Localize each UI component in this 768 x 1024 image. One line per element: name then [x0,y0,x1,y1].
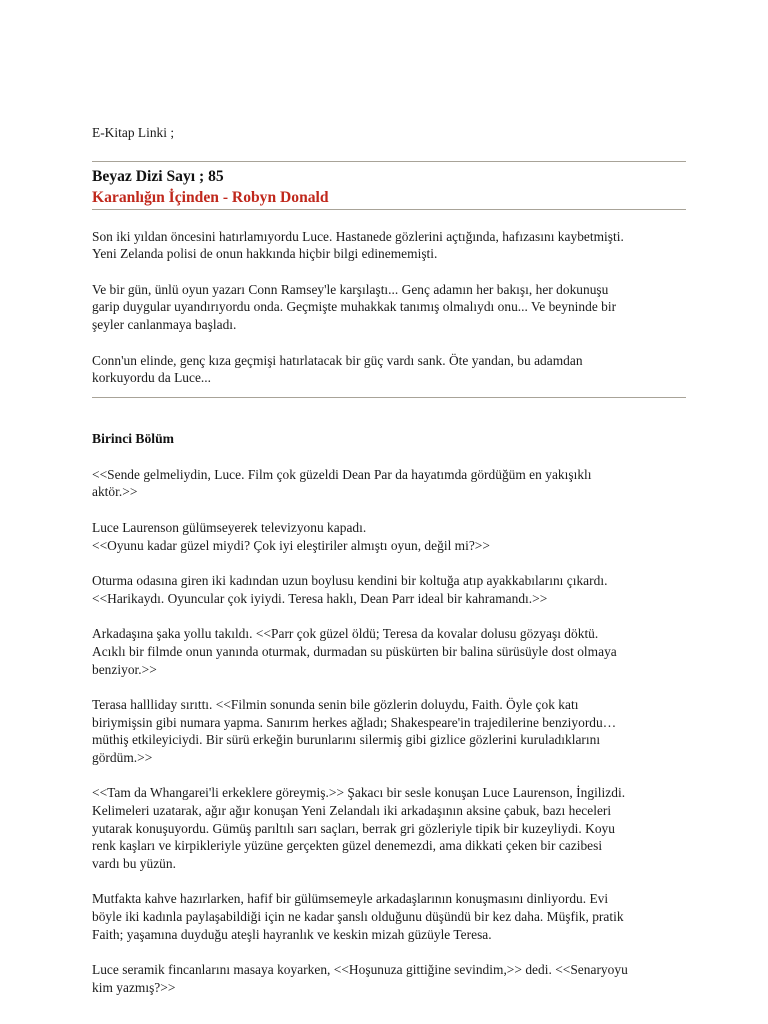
title-divider [92,209,686,210]
chapter-paragraph [92,625,686,678]
chapter-body [92,466,686,997]
chapter-paragraph [92,961,686,996]
summary-block [92,228,686,387]
text-line: Faith; yaşamına duyduğu ateşli hayranlık ve keskin mizah güzüyle Teresa. [92,926,492,942]
text-line: Ve bir gün, ünlü oyun yazarı Conn Ramsey'le karşılaştı... Genç adamın her bakışı, her dokunuşu [92,281,609,297]
chapter-paragraph [92,572,686,607]
text-line: Arkadaşına şaka yollu takıldı. <<Parr çok güzel öldü; Teresa da kovalar dolusu gözyaşı döktü. [92,626,599,642]
text-line: Mutfakta kahve hazırlarken, hafif bir gülümsemeyle arkadaşlarının konuşmasını dinliyordu. Evi [92,891,609,907]
summary-divider [92,397,686,398]
text-line: Luce seramik fincanlarını masaya koyarken, <<Hoşunuza gittiğine sevindim,>> dedi. <<Senaryoyu [92,962,628,978]
text-line: <<Sende gelmeliydin, Luce. Film çok güzeldi Dean Par da hayatımda gördüğüm en yakışıklı [92,466,592,482]
text-line: kim yazmış?>> [92,979,176,995]
ebook-link-label: E-Kitap Linki ; [92,125,175,140]
text-line: Luce Laurenson gülümseyerek televizyonu kapadı. [92,519,367,535]
text-line: aktör.>> [92,484,138,500]
top-divider [92,161,686,162]
chapter-paragraph [92,784,686,872]
text-line: garip duygular uyandırıyordu onda. Geçmişte muhakkak tanımış olmalıydı onu... Ve beyninde bir [92,299,617,315]
text-line: renk kaşları ve kirpikleriyle yüzüne gerçekten güzel denemezdi, ama dikkati çeken bir cazibesi [92,838,603,854]
series-number: Beyaz Dizi Sayı ; 85 [92,167,224,185]
text-line: Terasa hallliday sırıttı. <<Filmin sonunda senin bile gözlerin doluydu, Faith. Öyle çok katı [92,697,579,713]
text-line: şeyler canlanmaya başladı. [92,316,237,332]
text-line: Yeni Zelanda polisi de onun hakkında hiçbir bilgi edinememişti. [92,246,438,262]
text-line: korkuyordu da Luce... [92,370,212,386]
summary-paragraph [92,228,686,263]
text-line: vardı bu yüzün. [92,855,176,871]
text-line: Acıklı bir filmde onun yanında oturmak, durmadan su püskürten bir balina sürüsüyle dost olmaya [92,643,617,659]
text-line: Son iki yıldan öncesini hatırlamıyordu Luce. Hastanede gözlerini açtığında, hafızasını kaybetmişti. [92,228,624,244]
text-line: Oturma odasına giren iki kadından uzun boylusu kendini bir koltuğa atıp ayakkabılarını çıkardı. [92,573,608,589]
text-line: Conn'un elinde, genç kıza geçmişi hatırlatacak bir güç vardı sank. Öte yandan, bu adamdan [92,352,583,368]
summary-paragraph [92,281,686,334]
text-line: yutarak konuşuyordu. Gümüş parıltılı sarı saçları, berrak gri gözleriyle tipik bir kuzeyliydi. Koyu [92,820,615,836]
text-line: Kelimeleri uzatarak, ağır ağır konuşan Yeni Zelandalı iki arkadaşının aksine çabuk, bazı heceleri [92,803,612,819]
text-line: <<Tam da Whangarei'li erkeklere göreymiş.>> Şakacı bir sesle konuşan Luce Laurenson, İngilizdi. [92,785,626,801]
chapter-heading: Birinci Bölüm [92,430,174,446]
chapter-paragraph [92,890,686,943]
summary-paragraph [92,352,686,387]
text-line: böyle iki kadınla paylaşabildiği için ne kadar şanslı olduğunu düşündü bir kez daha. Müşfik, pratik [92,909,624,925]
text-line: gördüm.>> [92,749,153,765]
chapter-paragraph [92,466,686,501]
text-line: benziyor.>> [92,661,157,677]
text-line: biriymişsin gibi numara yapma. Sanırım herkes ağladı; Shakespeare'in trajedilerine benziyordu… [92,714,617,730]
chapter-paragraph [92,696,686,766]
book-title-author: Karanlığın İçinden - Robyn Donald [92,188,329,206]
chapter-paragraph [92,519,686,554]
text-line: <<Harikaydı. Oyuncular çok iyiydi. Teresa haklı, Dean Parr ideal bir kahramandı.>> [92,590,548,606]
document-content [92,124,686,996]
text-line: <<Oyunu kadar güzel miydi? Çok iyi eleştiriler almıştı oyun, değil mi?>> [92,537,490,553]
text-line: müthiş etkileyiciydi. Bir sürü erkeğin burunlarını silermiş gibi gizlice gözlerini kuruladıklarını [92,732,601,748]
